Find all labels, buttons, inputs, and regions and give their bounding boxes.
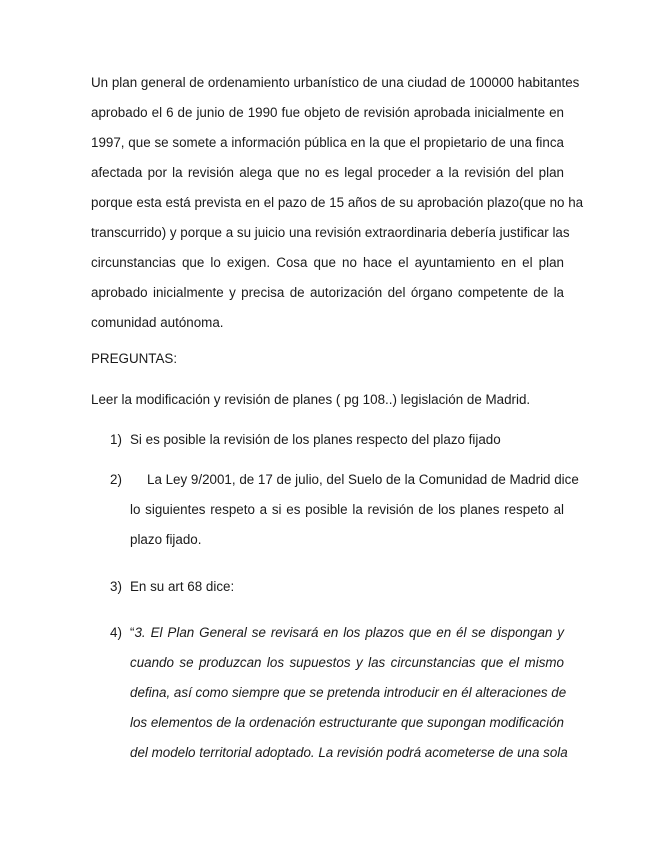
- list-line: Si es posible la revisión de los planes respecto del plazo fijado: [130, 432, 501, 447]
- intro-line: comunidad autónoma.: [91, 315, 224, 330]
- intro-line: transcurrido) y porque a su juicio una revisión extraordinaria debería justificar las: [91, 225, 570, 240]
- intro-line: afectada por la revisión alega que no es legal proceder a la revisión del plan: [91, 165, 564, 180]
- list-item-body: [130, 618, 568, 768]
- questions-heading-text: PREGUNTAS:: [91, 351, 178, 366]
- list-line: cuando se produzcan los supuestos y las circunstancias que el mismo: [130, 655, 564, 670]
- list-line-quoted: [130, 618, 564, 648]
- list-number: 2): [110, 472, 122, 487]
- list-line: En su art 68 dice:: [130, 579, 235, 594]
- intro-line: circunstancias que lo exigen. Cosa que no hace el ayuntamiento en el plan: [91, 255, 564, 270]
- intro-line: Un plan general de ordenamiento urbanístico de una ciudad de 100000 habitantes: [91, 75, 580, 90]
- intro-line: aprobado inicialmente y precisa de autorización del órgano competente de la: [91, 285, 564, 300]
- list-line: del modelo territorial adoptado. La revisión podrá acometerse de una sola: [130, 745, 568, 760]
- intro-line: porque esta está prevista en el pazo de 15 años de su aprobación plazo(que no ha: [91, 195, 584, 210]
- list-item-body: [130, 465, 579, 555]
- list-line: plazo fijado.: [130, 532, 202, 547]
- list-line: La Ley 9/2001, de 17 de julio, del Suelo de la Comunidad de Madrid dice: [147, 472, 579, 487]
- list-line: los elementos de la ordenación estructurante que supongan modificación: [130, 715, 564, 730]
- intro-paragraph: [91, 68, 584, 338]
- list-number: 1): [110, 432, 122, 447]
- list-line: lo siguientes respeto a si es posible la revisión de los planes respeto al: [130, 502, 564, 517]
- intro-line: 1997, que se somete a información pública en la que el propietario de una finca: [91, 135, 564, 150]
- quote-open-mark: “: [130, 625, 135, 640]
- lead-text: Leer la modificación y revisión de planes ( pg 108..) legislación de Madrid.: [91, 392, 531, 407]
- quote-text: 3. El Plan General se revisará en los plazos que en él se dispongan y: [134, 625, 564, 640]
- list-number: 3): [110, 579, 122, 594]
- questions-heading: [91, 344, 564, 374]
- list-item-body: [130, 572, 564, 602]
- lead-paragraph: [91, 385, 564, 415]
- list-number: 4): [110, 625, 122, 640]
- list-line: defina, así como siempre que se pretenda introducir en él alteraciones de: [130, 685, 567, 700]
- intro-line: aprobado el 6 de junio de 1990 fue objeto de revisión aprobada inicialmente en: [91, 105, 564, 120]
- list-item-body: [130, 425, 564, 455]
